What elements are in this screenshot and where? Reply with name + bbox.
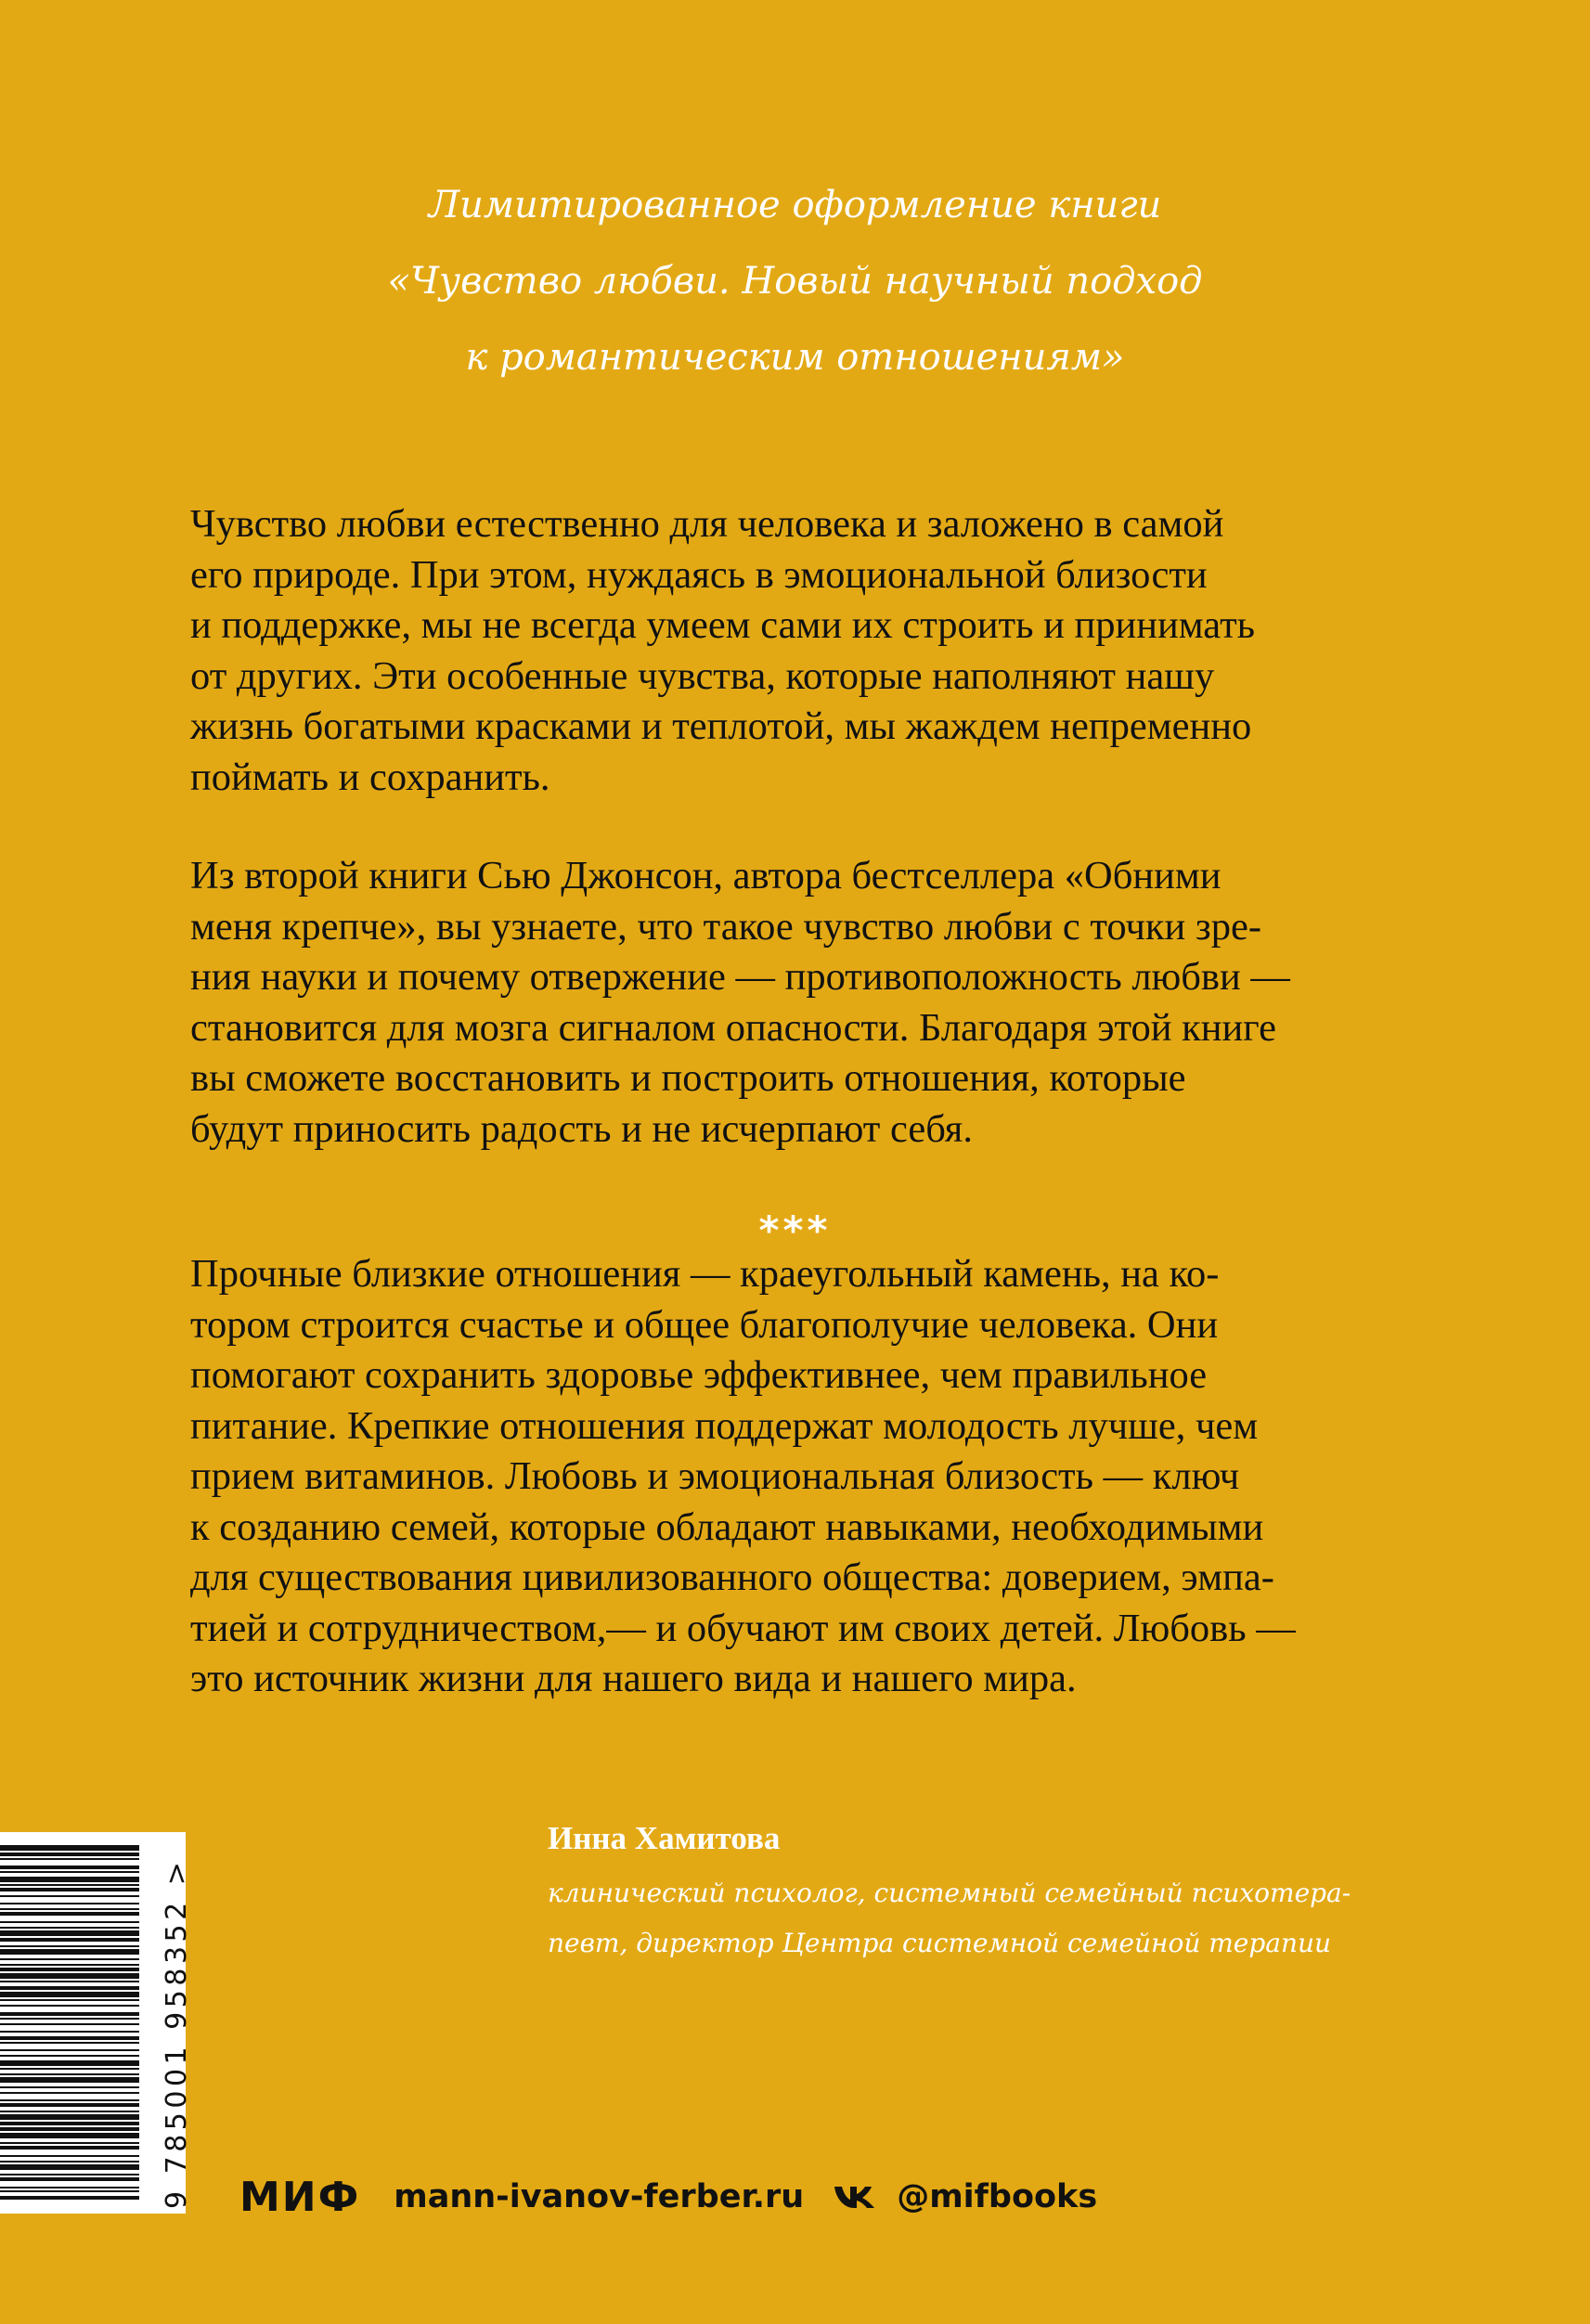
subtitle-line: к романтическим отношениям» [465,336,1125,379]
text-line: Из второй книги Сью Джонсон, автора бестселлера «Обними [190,854,1222,897]
barcode-bar [0,2174,139,2176]
isbn-barcode [0,1832,186,2214]
barcode-bar [0,2092,139,2094]
barcode-bar [0,1845,139,1851]
barcode-number: 9 785001 958352 [161,1898,193,2209]
barcode-bar [0,1884,139,1886]
social-handle-link[interactable]: @mifbooks [897,2178,1098,2215]
barcode-bar [0,2031,139,2033]
barcode-bar [0,2164,139,2170]
limited-edition-subtitle [0,167,1590,395]
barcode-bar [0,2005,139,2007]
text-line: поймать и сохранить. [190,755,550,799]
author-credentials [548,1868,1351,1969]
text-line: жизнь богатыми красками и теплотой, мы жаждем непременно [190,704,1252,748]
publisher-logo: МИФ [239,2173,361,2221]
barcode-bar [0,1866,139,1869]
section-separator: *** [758,1207,832,1253]
barcode-bar [0,2055,139,2057]
barcode-bar [0,1949,139,1955]
text-line: будут приносить радость и не исчерпают себя. [190,1106,973,1151]
barcode-bar [0,2133,139,2138]
text-line: помогают сохранить здоровье эффективнее, чем правильное [190,1353,1208,1397]
barcode-arrow: > [161,1857,193,1886]
barcode-bar [0,1981,139,1982]
barcode-bar [0,1945,139,1947]
barcode-bar [0,2099,139,2101]
text-line: ния науки и почему отвержение — противоположность любви — [190,955,1290,999]
barcode-bar [0,2187,139,2188]
barcode-digits [163,1858,191,2209]
subtitle-line: «Чувство любви. Новый научный подход [387,260,1203,303]
barcode-bar [0,1853,139,1856]
barcode-bar [0,2036,139,2040]
barcode-bar [0,2023,139,2025]
credentials-line: клинический психолог, системный семейный психотера- [548,1878,1351,1908]
barcode-bar [0,1930,139,1936]
barcode-bar [0,1912,139,1916]
text-line: питание. Крепкие отношения поддержат молодость лучше, чем [190,1403,1259,1448]
barcode-bar [0,1895,139,1897]
text-line: от других. Эти особенные чувства, которые наполняют нашу [190,653,1215,698]
barcode-bar [0,2073,139,2075]
text-line: тором строится счастье и общее благополучие человека. Они [190,1302,1219,1347]
description-paragraph-2 [190,851,1434,1155]
barcode-bar [0,1992,139,1997]
barcode-bar [0,2127,139,2131]
quote-paragraph [190,1249,1434,1705]
barcode-bar [0,1964,139,1966]
barcode-bar [0,1968,139,1971]
text-line: для существования цивилизованного общества: доверием, эмпа- [190,1556,1274,1599]
vk-icon[interactable] [834,2184,876,2210]
publisher-website-link[interactable]: mann-ivanov-ferber.ru [394,2178,805,2215]
barcode-bar [0,1858,139,1860]
barcode-bar [0,2060,139,2066]
barcode-bar [0,1986,139,1990]
author-name: Инна Хамитова [548,1820,781,1856]
barcode-bar [0,2142,139,2144]
barcode-bar [0,1958,139,1960]
barcode-bar [0,2049,139,2051]
barcode-bar [0,1973,139,1979]
barcode-bar [0,1888,139,1891]
text-line: Прочные близкие отношения — краеугольный камень, на ко- [190,1252,1220,1296]
text-line: прием витаминов. Любовь и эмоциональная близость — ключ [190,1454,1240,1498]
barcode-bar [0,2190,139,2192]
barcode-bar [0,2042,139,2044]
barcode-bar [0,2161,139,2163]
barcode-bar [0,1938,139,1942]
barcode-bar [0,1999,139,2001]
barcode-bar [0,1877,139,1882]
text-line: к созданию семей, которые обладают навыками, необходимыми [190,1504,1264,1549]
barcode-bar [0,2012,139,2016]
barcode-bar [0,2155,139,2157]
description-paragraph-1 [190,499,1434,803]
text-line: Чувство любви естественно для человека и заложено в самой [190,502,1224,546]
text-line: его природе. При этом, нуждаясь в эмоциональной близости [190,552,1208,597]
text-line: и поддержке, мы не всегда умеем сами их строить и принимать [190,603,1256,647]
barcode-bar [0,2103,139,2107]
barcode-bar [0,2068,139,2070]
barcode-bar [0,2114,139,2120]
subtitle-line: Лимитированное оформление книги [428,184,1162,226]
text-line: тией и сотрудничеством,— и обучают им своих детей. Любовь — [190,1606,1296,1650]
barcode-bar [0,1903,139,1904]
text-line: меня крепче», вы узнаете, что такое чувство любви с точки зре- [190,904,1261,949]
text-line: вы сможете восстановить и построить отношения, которые [190,1056,1186,1100]
barcode-bar [0,2177,139,2181]
barcode-bar [0,2086,139,2088]
publisher-footer [239,2169,1097,2225]
barcode-bar [0,1908,139,1910]
barcode-bar [0,2146,139,2150]
barcode-bar [0,2122,139,2125]
barcode-bar [0,1927,139,1929]
text-line: это источник жизни для нашего вида и нашего мира. [190,1657,1077,1700]
credentials-line: певт, директор Центра системной семейной терапии [548,1928,1332,1958]
barcode-bar [0,2111,139,2112]
barcode-bars [0,1832,186,2214]
barcode-bar [0,2196,139,2200]
barcode-bar [0,2077,139,2083]
barcode-bar [0,2018,139,2020]
text-line: становится для мозга сигналом опасности. Благодаря этой книге [190,1005,1276,1050]
barcode-bar [0,1871,139,1873]
barcode-bar [0,1921,139,1923]
